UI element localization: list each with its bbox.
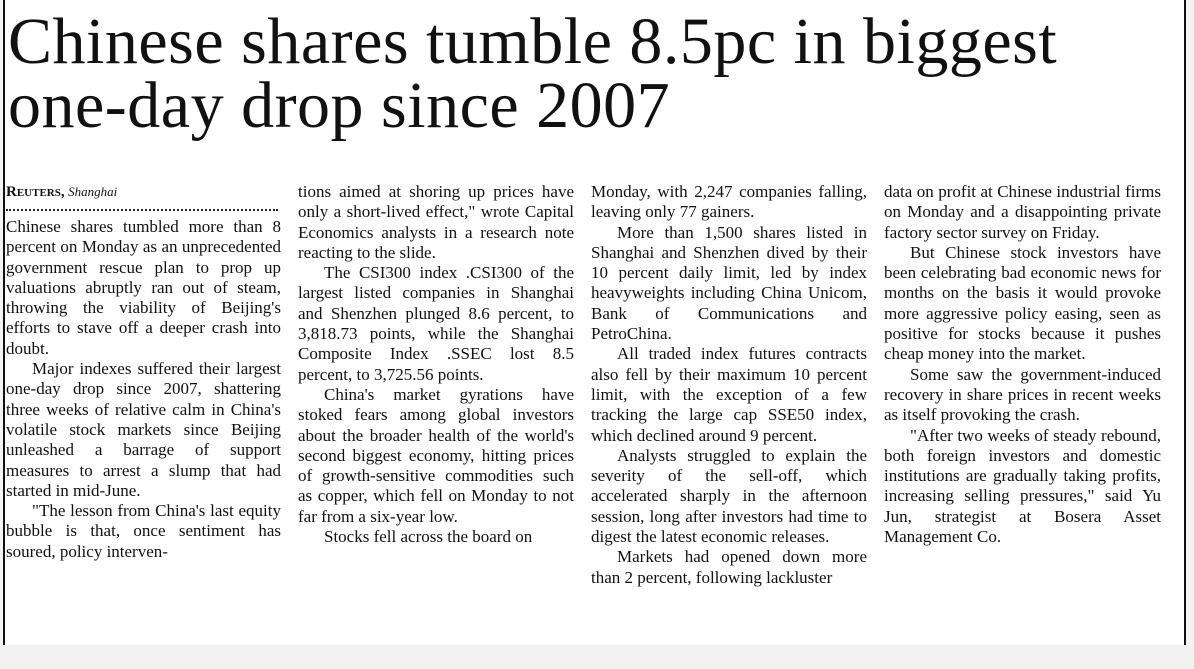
byline-agency: Reuters,: [6, 184, 65, 200]
paragraph: More than 1,500 shares listed in Shanghai and Shenzhen dived by their 10 percent daily limit, led by index heavyweights including China Unicom, Bank of Communications and PetroChina.: [591, 222, 867, 344]
paragraph: Major indexes suffered their largest one-day drop since 2007, shattering three weeks of relative calm in China's volatile stock markets since Beijing unleashed a barrage of support measures to arrest a slump that had started in mid-June.: [6, 359, 281, 500]
paragraph: "After two weeks of steady rebound, both foreign investors and domestic institutions are gradually taking profits, increasing selling pressures," said Yu Jun, strategist at Bosera Asset Management Co.: [884, 425, 1161, 547]
paragraph: But Chinese stock investors have been celebrating bad economic news for months on the basis it would provoke more aggressive policy easing, seen as positive for stocks because it pushes cheap money into the market.: [884, 242, 1161, 364]
paragraph: The CSI300 index .CSI300 of the largest listed companies in Shanghai and Shenzhen plunged 8.6 percent, to 3,818.73 points, while the Shanghai Composite Index .SSEC lost 8.5 percent, to 3,725.56 points.: [298, 263, 574, 384]
paragraph: data on profit at Chinese industrial firms on Monday and a disappointing private factory sector survey on Friday.: [884, 182, 1161, 242]
byline: [6, 182, 281, 203]
paragraph: Stocks fell across the board on: [324, 527, 533, 547]
paragraph: tions aimed at shoring up prices have only a short-lived effect," wrote Capital Economics analysts in a research note reacting to the slide.: [298, 182, 574, 262]
paragraph: Monday, with 2,247 companies falling, leaving only 77 gainers.: [591, 182, 867, 222]
column-1: [6, 182, 281, 588]
headline: Chinese shares tumble 8.5pc in biggest one-day drop since 2007: [8, 5, 1058, 142]
paragraph: China's market gyrations have stoked fears among global investors about the broader health of the world's second biggest economy, hitting prices of growth-sensitive commodities such as copper, which fell on Monday to not far from a six-year low.: [298, 384, 574, 526]
column-3: [591, 182, 867, 588]
paragraph: Markets had opened down more than 2 percent, following lackluster: [591, 547, 867, 587]
paragraph: All traded index futures contracts also fell by their maximum 10 percent limit, with the exception of a few tracking the large cap SSE50 index, which declined around 9 percent.: [591, 344, 867, 445]
paragraph: "The lesson from China's last equity bubble is that, once sentiment has soured, policy interven-: [6, 501, 281, 561]
paragraph: Chinese shares tumbled more than 8 percent on Monday as an unprecedented government rescue plan to prop up valuations abruptly ran out of steam, throwing the viability of Beijing's efforts to stave off a deeper crash into doubt.: [6, 217, 281, 358]
paragraph: Analysts struggled to explain the severity of the sell-off, which accelerated sharply in the afternoon session, long after investors had time to digest the latest economic releases.: [591, 445, 867, 547]
column-2: [298, 182, 574, 588]
page-bottom-strip: [0, 645, 1194, 669]
paragraph: Some saw the government-induced recovery in share prices in recent weeks as itself provoking the crash.: [884, 364, 1161, 425]
article-body: [6, 182, 1174, 588]
byline-place: Shanghai: [68, 184, 118, 199]
byline-divider: [6, 203, 278, 211]
column-4: [884, 182, 1161, 588]
